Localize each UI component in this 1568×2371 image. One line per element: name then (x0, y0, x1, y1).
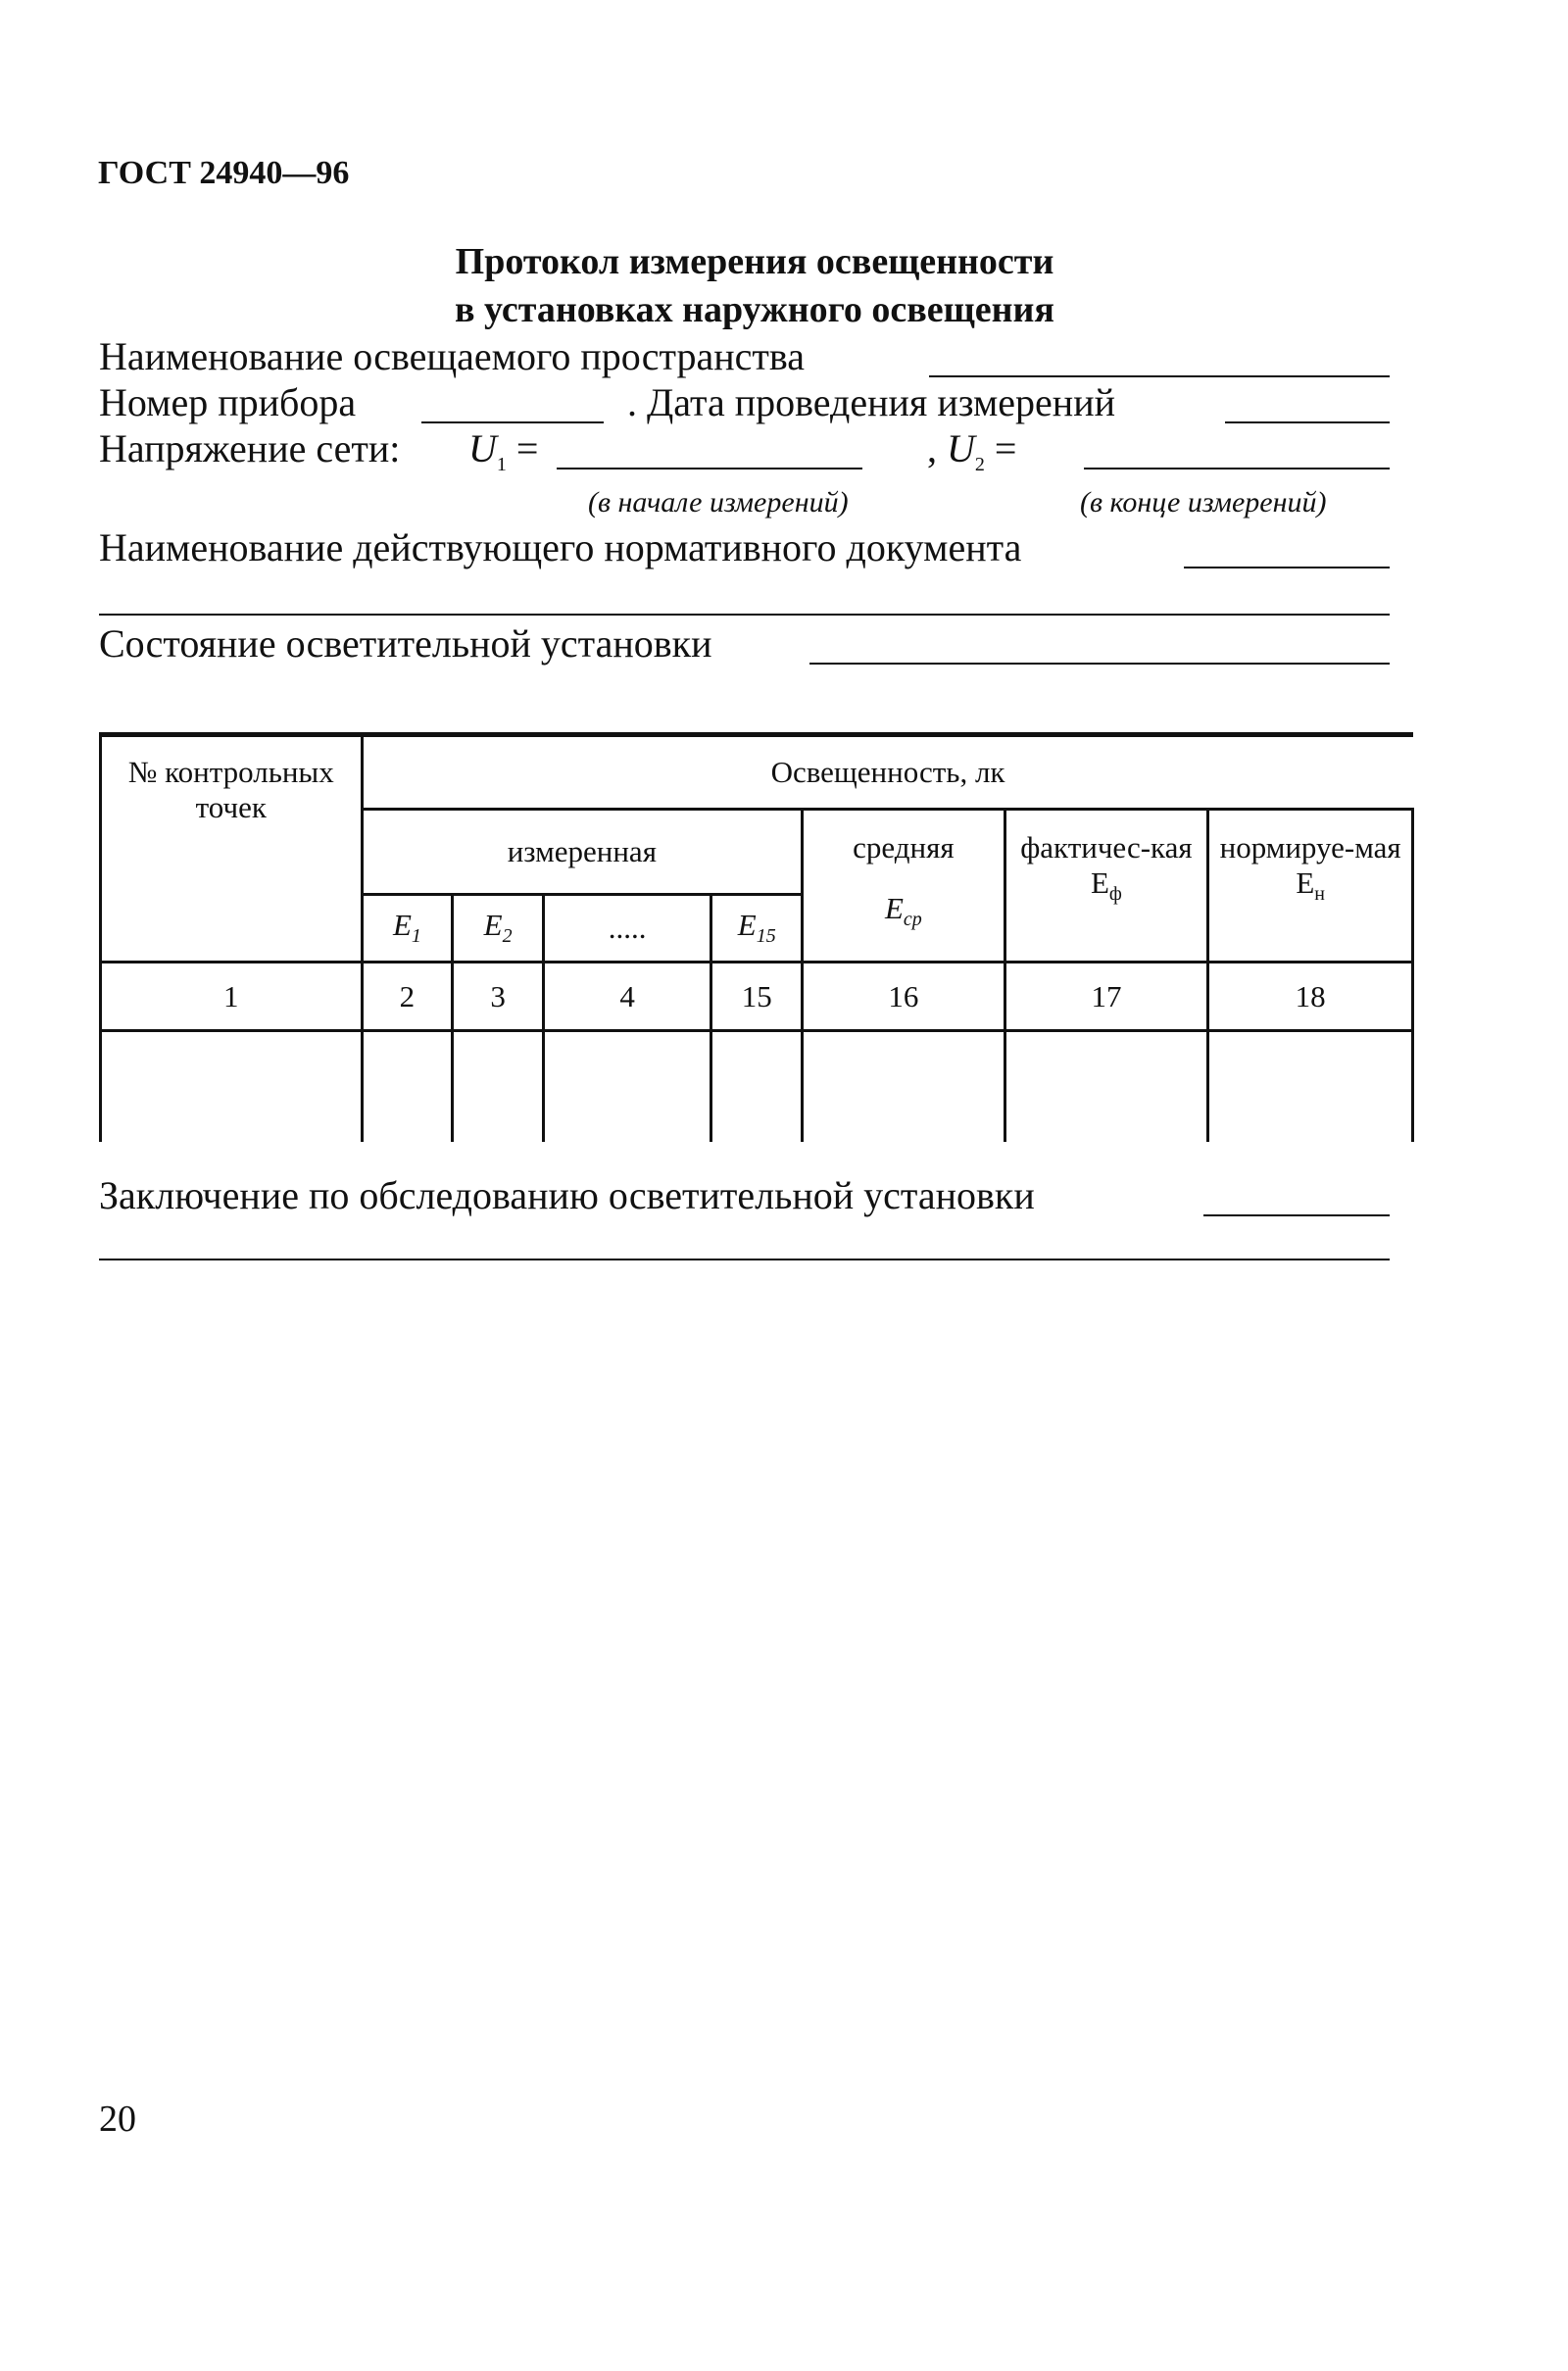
column-number-row (101, 963, 1413, 1031)
u2-note: (в конце измерений) (1080, 486, 1327, 519)
col-number: 18 (1208, 963, 1413, 1031)
document-label: Наименование действующего нормативного документа (99, 525, 1022, 569)
voltage-label: Напряжение сети: (99, 426, 401, 470)
document-blank-2 (99, 614, 1390, 616)
title-line-2: в установках наружного освещения (455, 289, 1054, 330)
e1-header: $E_1$ (362, 895, 453, 963)
ellipsis-header: ..... (544, 895, 711, 963)
space-blank (929, 375, 1390, 377)
device-label: Номер прибора (99, 380, 357, 424)
col-number: 17 (1004, 963, 1208, 1031)
conclusion-blank-2 (99, 1259, 1390, 1260)
standard-header: ГОСТ 24940—96 (98, 155, 350, 191)
illuminance-table (99, 732, 1414, 1142)
col-number: 2 (362, 963, 453, 1031)
u1-note: (в начале измерений) (588, 486, 849, 519)
average-header: средняя $E_{ср}$ (803, 810, 1005, 963)
title-line-1: Протокол измерения освещенности (455, 241, 1054, 282)
col-number: 3 (453, 963, 544, 1031)
u1-blank (557, 468, 862, 469)
page-number: 20 (99, 2099, 136, 2140)
norm-header: нормируе-мая $E_н$ (1208, 810, 1413, 963)
e15-header: $E_{15}$ (711, 895, 803, 963)
u1-symbol: $U_1$ = (468, 426, 539, 475)
u2-blank (1084, 468, 1390, 469)
conclusion-label: Заключение по обследованию осветительной установки (99, 1173, 1035, 1217)
col-number: 4 (544, 963, 711, 1031)
state-label: Состояние осветительной установки (99, 621, 712, 666)
conclusion-blank (1203, 1214, 1390, 1216)
document-blank (1184, 567, 1390, 568)
actual-header: фактичес-кая $E_ф$ (1004, 810, 1208, 963)
col-number: 16 (803, 963, 1005, 1031)
device-blank (421, 421, 604, 423)
col-number: 15 (711, 963, 803, 1031)
empty-data-row (101, 1031, 1413, 1142)
date-blank (1225, 421, 1390, 423)
illuminance-group-header: Освещенность, лк (362, 735, 1412, 810)
col-number: 1 (101, 963, 363, 1031)
date-label: . Дата проведения измерений (627, 380, 1116, 424)
e2-header: $E_2$ (453, 895, 544, 963)
space-label: Наименование освещаемого пространства (99, 334, 806, 378)
state-blank (809, 663, 1390, 665)
col-points-header: № контрольных точек (101, 735, 363, 963)
measured-header: измеренная (362, 810, 803, 895)
u2-symbol: , $U_2$ = (927, 426, 1017, 475)
